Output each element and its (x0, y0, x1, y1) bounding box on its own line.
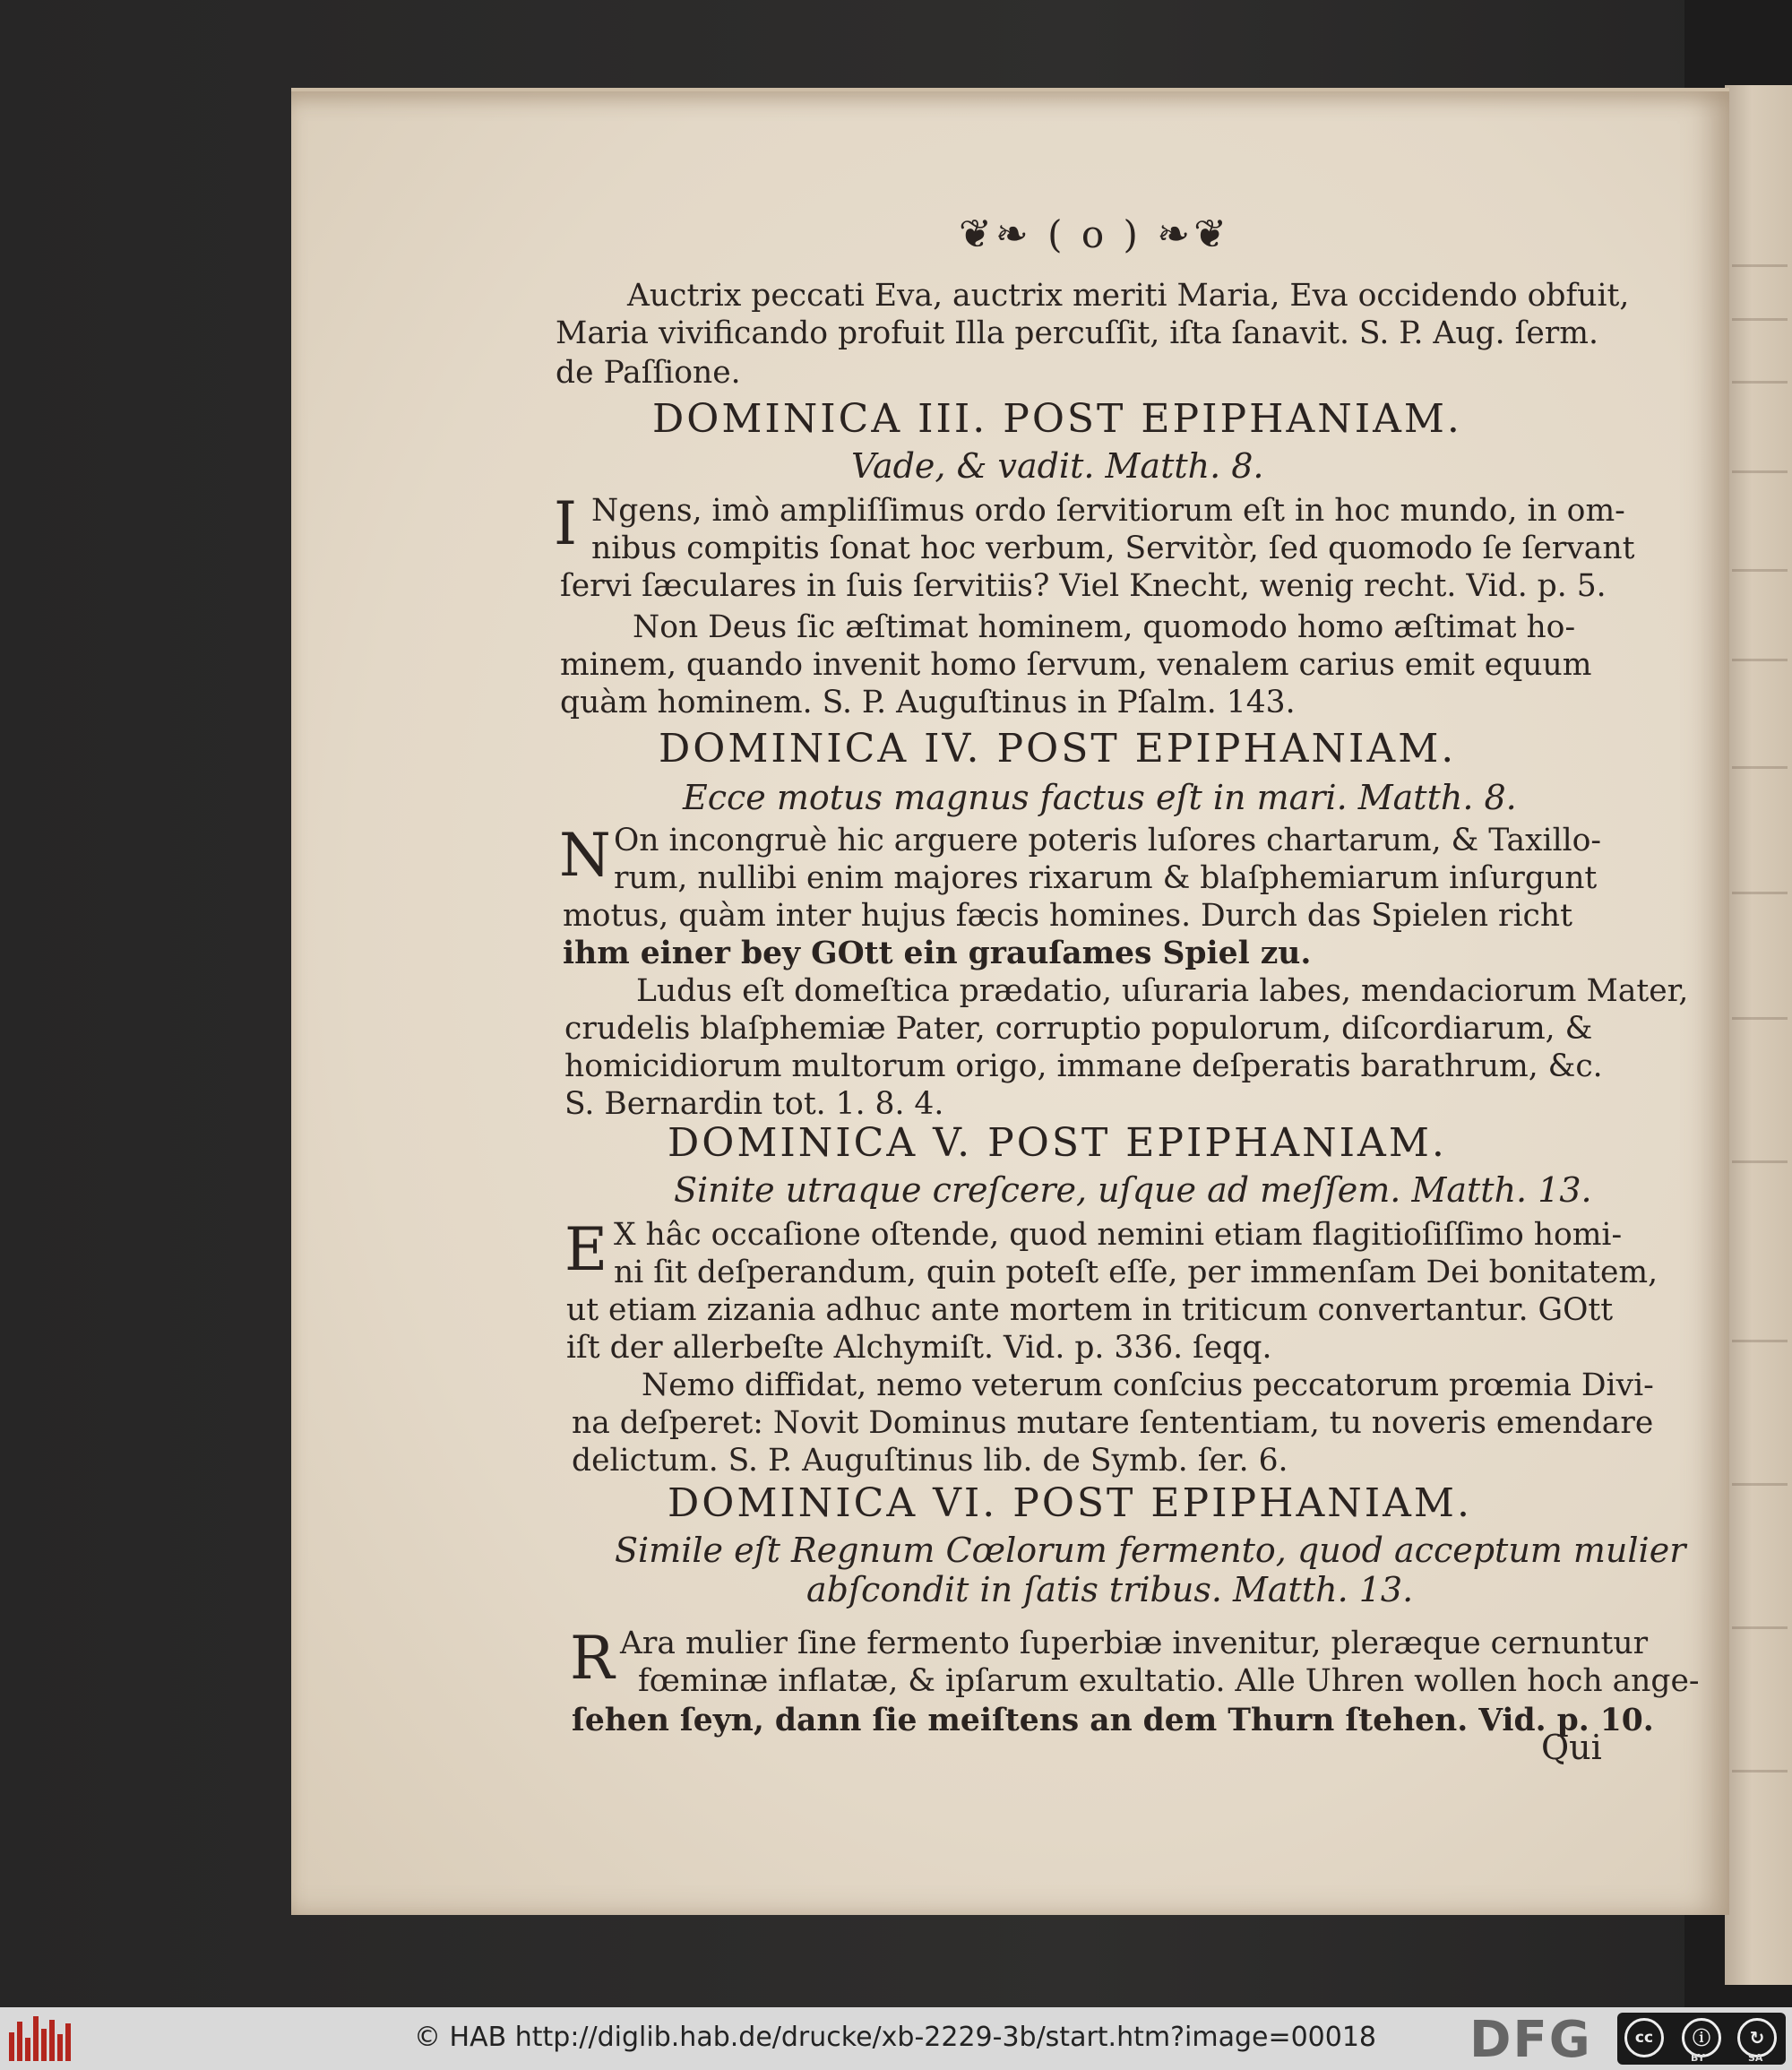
drop-cap: E (564, 1215, 608, 1284)
ornament-right-icon: ❧❦ (1157, 211, 1230, 257)
section-subheading: abſcondit in ſatis tribus. Matth. 13. (806, 1570, 1414, 1609)
cc-icon: cc (1624, 2018, 1664, 2057)
drop-cap: I (554, 489, 578, 558)
body-line: fœminæ inflatæ, & ipſarum exultatio. Alle Uhren wollen hoch ange- (638, 1663, 1700, 1699)
dfg-logo[interactable]: DFG (1469, 2011, 1592, 2069)
body-line: Nemo diffidat, nemo veterum conſcius peccatorum prœmia Divi- (642, 1367, 1654, 1403)
section-heading: DOMINICA III. POST EPIPHANIAM. (652, 396, 1462, 442)
license-by-label: BY (1691, 2052, 1705, 2064)
page-header (959, 211, 1230, 257)
body-line: ſervi ſæculares in ſuis ſervitiis? Viel Knecht, wenig recht. Vid. p. 5. (560, 568, 1607, 604)
body-line: ni ſit deſperandum, quin poteſt eſſe, per immenſam Dei bonitatem, (614, 1255, 1658, 1290)
drop-cap: N (559, 821, 611, 890)
section-subheading: Simile eſt Regnum Cœlorum fermento, quod acceptum mulier (615, 1531, 1686, 1570)
license-sa-label: SA (1748, 2052, 1763, 2064)
body-line: crudelis blaſphemiæ Pater, corruptio populorum, diſcordiarum, & (564, 1011, 1593, 1047)
catchword: Qui (1541, 1728, 1602, 1767)
body-line: ſehen ſeyn, dann ſie meiſtens an dem Thurn ſtehen. Vid. p. 10. (572, 1703, 1654, 1738)
section-heading: DOMINICA V. POST EPIPHANIAM. (668, 1120, 1447, 1166)
body-line: X hâc occaſione oſtende, quod nemini etiam flagitioſiſſimo homi- (614, 1217, 1623, 1253)
hab-logo-icon[interactable] (9, 2016, 76, 2061)
page-number: ( o ) (1047, 212, 1142, 256)
share-alike-icon: ↻ (1737, 2018, 1777, 2057)
body-line: minem, quando invenit homo ſervum, venalem carius emit equum (560, 647, 1592, 683)
body-line: Ludus eſt domeſtica prædatio, uſuraria labes, mendaciorum Mater, (636, 973, 1689, 1009)
intro-line: Maria vivificando profuit Illa percuſſit, iſta ſanavit. S. P. Aug. ſerm. (556, 315, 1598, 351)
body-line: Ngens, imò ampliſſimus ordo ſervitiorum eſt in hoc mundo, in om- (591, 493, 1625, 529)
body-line: homicidiorum multorum origo, immane deſperatis barathrum, &c. (564, 1048, 1603, 1084)
attribution-icon: ⓘ (1682, 2018, 1721, 2057)
body-line: rum, nullibi enim majores rixarum & blaſphemiarum inſurgunt (614, 860, 1598, 896)
body-line: On incongruè hic arguere poteris luſores chartarum, & Taxillo- (614, 823, 1602, 858)
body-line: iſt der allerbeſte Alchymiſt. Vid. p. 336. ſeqq. (566, 1330, 1272, 1366)
body-line: delictum. S. P. Auguſtinus lib. de Symb. ſer. 6. (572, 1443, 1288, 1479)
body-line: ihm einer bey GOtt ein grauſames Spiel zu. (563, 936, 1312, 971)
ornament-left-icon: ❦❧ (959, 211, 1032, 257)
body-line: Ara mulier ſine fermento ſuperbiæ invenitur, pleræque cernuntur (620, 1626, 1649, 1661)
attribution-link[interactable]: © HAB http://diglib.hab.de/drucke/xb-2229-3b/start.htm?image=00018 (414, 2022, 1377, 2053)
section-subheading: Ecce motus magnus factus eſt in mari. Matth. 8. (683, 778, 1517, 817)
viewer-footer (0, 2007, 1792, 2070)
section-heading: DOMINICA IV. POST EPIPHANIAM. (659, 726, 1457, 772)
section-subheading: Vade, & vadit. Matth. 8. (851, 446, 1264, 486)
adjacent-page-edge (1725, 85, 1792, 1985)
section-heading: DOMINICA VI. POST EPIPHANIAM. (668, 1480, 1472, 1526)
body-line: na deſperet: Novit Dominus mutare ſententiam, tu noveris emendare (572, 1405, 1654, 1441)
body-line: quàm hominem. S. P. Auguſtinus in Pſalm. 143. (560, 685, 1296, 720)
body-line: motus, quàm inter hujus fæcis homines. Durch das Spielen richt (563, 898, 1572, 934)
intro-line: Auctrix peccati Eva, auctrix meriti Maria, Eva occidendo obfuit, (627, 278, 1630, 314)
body-line: S. Bernardin tot. 1. 8. 4. (564, 1086, 944, 1122)
body-line: Non Deus ſic æſtimat hominem, quomodo homo æſtimat ho- (633, 609, 1576, 645)
body-line: nibus compitis ſonat hoc verbum, Servitòr, ſed quomodo ſe ſervant (591, 530, 1635, 566)
drop-cap: R (570, 1624, 615, 1693)
section-subheading: Sinite utraque creſcere, uſque ad meſſem. Matth. 13. (674, 1170, 1592, 1210)
cc-license-badge[interactable] (1617, 2013, 1786, 2065)
intro-line: de Paſſione. (556, 355, 741, 391)
body-line: ut etiam zizania adhuc ante mortem in triticum convertantur. GOtt (566, 1292, 1614, 1328)
